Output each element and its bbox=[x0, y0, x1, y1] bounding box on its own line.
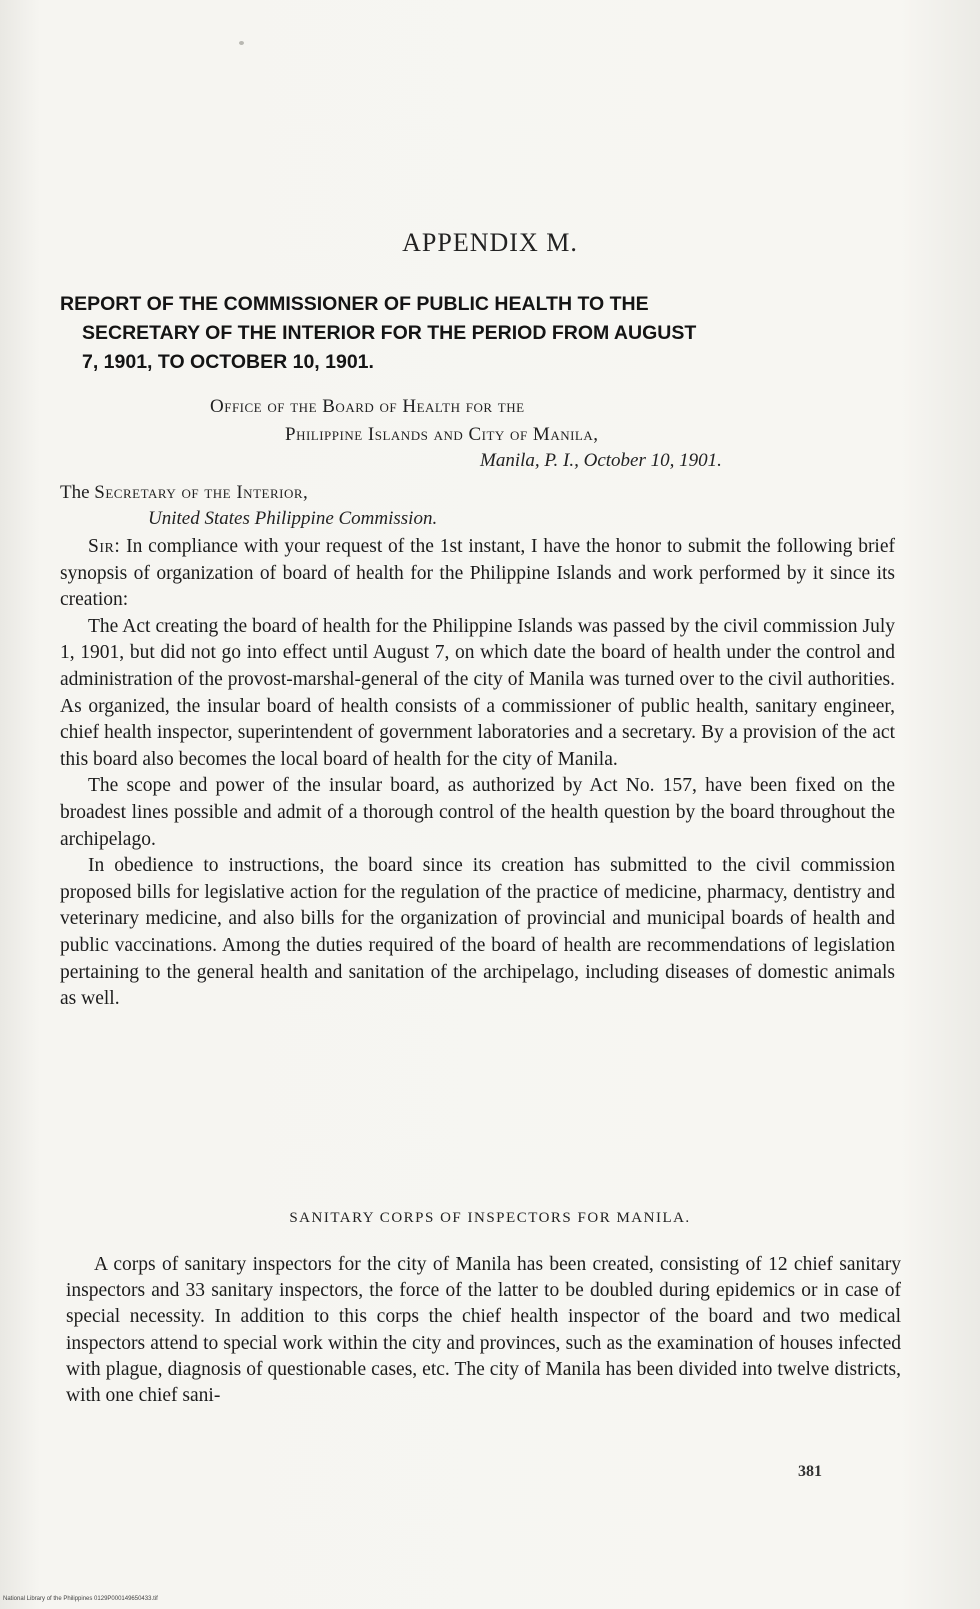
appendix-heading: APPENDIX M. bbox=[402, 228, 578, 257]
letter-paragraph-1 bbox=[60, 534, 895, 614]
report-title bbox=[60, 290, 900, 377]
office-line-1: Office of the Board of Health for the bbox=[210, 396, 525, 417]
office-line-2: Philippine Islands and City of Manila, bbox=[285, 424, 599, 445]
report-title-line-2: SECRETARY OF THE INTERIOR FOR THE PERIOD FROM AUGUST bbox=[82, 322, 697, 344]
letter-body bbox=[60, 534, 895, 1013]
addressee-line-1 bbox=[60, 480, 437, 506]
letter-paragraph-1-text: In compliance with your request of the 1st instant, I have the honor to submit the following brief synopsis of organization of board of health for the Philippine Islands and work performed by it since its creation: bbox=[60, 536, 896, 611]
addressee-prefix: The bbox=[60, 482, 95, 503]
section-paragraph-1: A corps of sanitary inspectors for the city of Manila has been created, consisting of 12 chief sanitary inspectors and 33 sanitary inspectors, the force of the latter to be doubled during epidemics or in case of special necessity. In addition to this corps the chief health inspector of the board and two medical inspectors attend to special work within the city and provinces, such as the examination of houses infected with plague, diagnosis of questionable cases, etc. The city of Manila has been divided into twelve districts, with one chief sani- bbox=[66, 1254, 901, 1407]
section-body bbox=[66, 1252, 901, 1409]
letter-paragraph-3: The scope and power of the insular board, as authorized by Act No. 157, have been fixed on the broadest lines possible and admit of a thorough control of the health question by the board throughout the archipelago. bbox=[60, 775, 895, 850]
page-number: 381 bbox=[798, 1463, 822, 1480]
report-title-line-1: REPORT OF THE COMMISSIONER OF PUBLIC HEALTH TO THE bbox=[60, 293, 649, 315]
letter-paragraph-2: The Act creating the board of health for the Philippine Islands was passed by the civil commission July 1, 1901, but did not go into effect until August 7, on which date the board of health under the control and administration of the provost-marshal-general of the city of Manila was turned over to the civil authorities. As organized, the insular board of health consists of a commissioner of public health, sanitary engineer, chief health inspector, superintendent of government laboratories and a secretary. By a provision of the act this board also becomes the local board of health for the city of Manila. bbox=[60, 615, 895, 770]
salutation: Sir: bbox=[88, 536, 121, 557]
addressee-title: Secretary of the Interior, bbox=[94, 482, 309, 503]
letter-paragraph-4: In obedience to instructions, the board since its creation has submitted to the civil commission proposed bills for legislative action for the regulation of the practice of medicine, pharmacy, dentistry and veterinary medicine, and also bills for the organization of provincial and municipal boards of health and public vaccinations. Among the duties required of the board of health are recommendations of legislation pertaining to the general health and sanitation of the archipelago, including diseases of domestic animals as well. bbox=[60, 855, 895, 1010]
section-heading: SANITARY CORPS OF INSPECTORS FOR MANILA. bbox=[289, 1210, 691, 1226]
addressee-commission: United States Philippine Commission. bbox=[148, 508, 438, 529]
addressee bbox=[60, 480, 437, 532]
footer-credit: National Library of the Philippines 0129P000149650433.tif bbox=[3, 1596, 158, 1602]
office-dateline: Manila, P. I., October 10, 1901. bbox=[480, 450, 722, 471]
scan-speck bbox=[239, 41, 244, 45]
report-title-line-3: 7, 1901, TO OCTOBER 10, 1901. bbox=[82, 351, 374, 373]
